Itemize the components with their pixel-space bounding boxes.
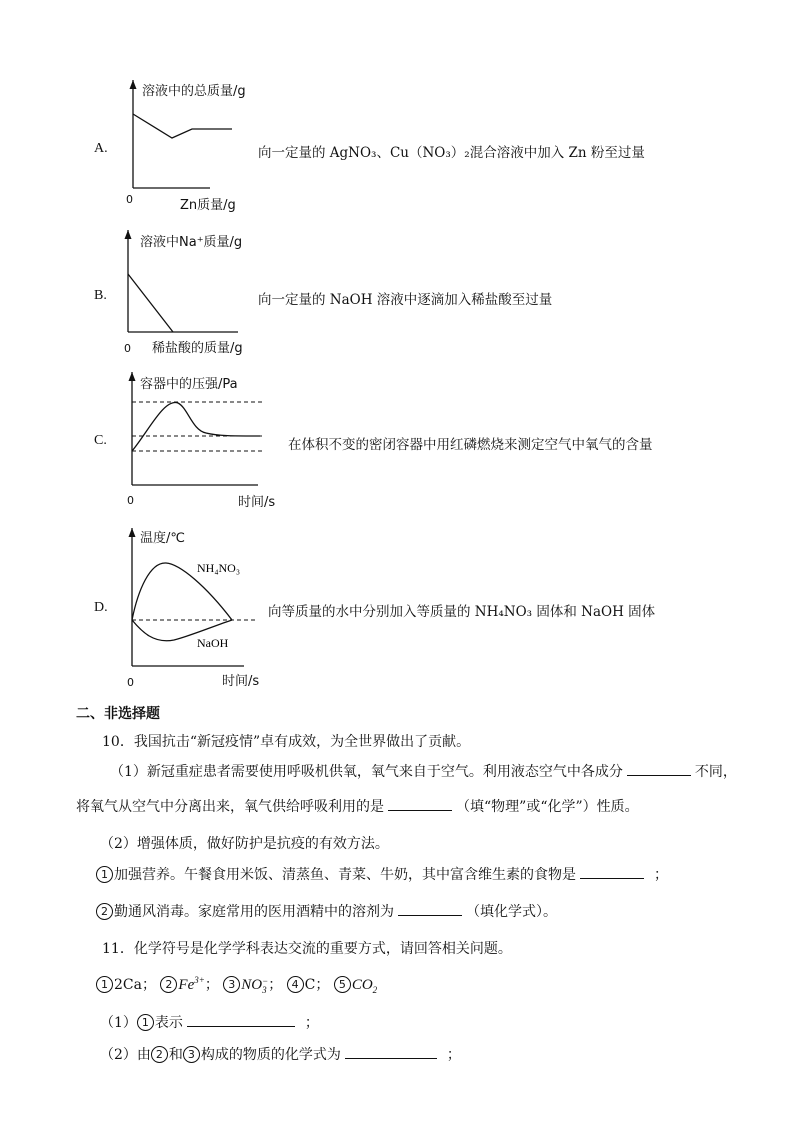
option-b-graph bbox=[118, 228, 268, 363]
option-d-description: 向等质量的水中分别加入等质量的 NH₄NO₃ 固体和 NaOH 固体 bbox=[268, 604, 656, 620]
circled-number: 5 bbox=[334, 976, 351, 993]
option-d-origin: 0 bbox=[127, 676, 134, 689]
q10-blank-4[interactable] bbox=[398, 901, 462, 916]
q11-symbols bbox=[96, 974, 377, 995]
option-d-xlabel: 时间/s bbox=[222, 674, 260, 689]
q10-blank-1[interactable] bbox=[627, 761, 691, 776]
option-d-ylabel: 温度/℃ bbox=[140, 531, 185, 546]
q10-part1-text-a: （1）新冠重症患者需要使用呼吸机供氧，氧气来自于空气。利用液态空气中各成分 bbox=[110, 764, 623, 780]
symbol-4: C； bbox=[304, 977, 330, 993]
option-a-graph bbox=[120, 78, 270, 213]
option-b-letter: B. bbox=[94, 288, 107, 303]
q10-part1-text-b: 不同， bbox=[694, 764, 737, 780]
q10-part1-line2 bbox=[76, 796, 639, 816]
option-d-graph bbox=[118, 526, 278, 691]
option-d-letter: D. bbox=[94, 600, 108, 615]
symbol-separator: ； bbox=[204, 977, 219, 993]
option-d-curve-nh4no3-label: NH₄NO₃ bbox=[197, 561, 241, 575]
q10-part1-text-c: 将氧气从空气中分离出来，氧气供给呼吸利用的是 bbox=[76, 799, 384, 815]
option-c-origin: 0 bbox=[127, 494, 134, 507]
option-c-letter: C. bbox=[94, 433, 107, 448]
symbol-5-co2: $CO_2$ bbox=[351, 977, 378, 995]
option-a-letter: A. bbox=[94, 141, 108, 156]
q11-part1 bbox=[100, 1012, 319, 1032]
q10-sub2 bbox=[96, 901, 557, 921]
option-a-origin: 0 bbox=[126, 193, 133, 206]
symbol-2-fe: $Fe^{3+}$ bbox=[178, 975, 205, 993]
q10-part1-text-d: （填“物理”或“化学”）性质。 bbox=[456, 799, 639, 815]
q10-part1-line1 bbox=[110, 761, 737, 781]
q11-part1-text: 表示 bbox=[154, 1015, 183, 1031]
q11-part2-text: 构成的物质的化学式为 bbox=[200, 1047, 341, 1063]
q10-part2: （2）增强体质，做好防护是抗疫的有效方法。 bbox=[100, 836, 389, 852]
q11-blank-2[interactable] bbox=[345, 1044, 437, 1059]
circled-number: 2 bbox=[160, 976, 177, 993]
circled-number: 1 bbox=[137, 1014, 154, 1031]
option-b-origin: 0 bbox=[124, 342, 131, 355]
q11-blank-1[interactable] bbox=[187, 1012, 295, 1027]
symbol-separator: ； bbox=[268, 977, 283, 993]
q10-blank-2[interactable] bbox=[388, 796, 452, 811]
q11-part1-prefix: （1） bbox=[100, 1015, 137, 1031]
option-d-curve-naoh-label: NaOH bbox=[197, 636, 229, 650]
option-b-ylabel: 溶液中Na⁺质量/g bbox=[140, 235, 243, 250]
circled-number: 4 bbox=[287, 976, 304, 993]
option-c-ylabel: 容器中的压强/Pa bbox=[140, 377, 238, 392]
q10-blank-3[interactable] bbox=[580, 864, 644, 879]
circled-number: 2 bbox=[151, 1046, 168, 1063]
symbol-3-no3: NO − 3 bbox=[241, 975, 269, 995]
q11-part2 bbox=[100, 1044, 461, 1064]
q10-stem: 10．我国抗击“新冠疫情”卓有成效，为全世界做出了贡献。 bbox=[102, 734, 471, 750]
option-c-graph bbox=[118, 370, 288, 510]
option-c-description: 在体积不变的密闭容器中用红磷燃烧来测定空气中氧气的含量 bbox=[288, 437, 653, 453]
q11-part2-prefix: （2）由 bbox=[100, 1047, 151, 1063]
q11-part2-end: ； bbox=[446, 1047, 461, 1063]
circled-number: 3 bbox=[183, 1046, 200, 1063]
q10-sub2-text: 勤通风消毒。家庭常用的医用酒精中的溶剂为 bbox=[114, 904, 394, 920]
q10-sub1 bbox=[96, 864, 668, 884]
q11-stem: 11．化学符号是化学学科表达交流的重要方式，请回答相关问题。 bbox=[102, 941, 512, 957]
option-b-xlabel: 稀盐酸的质量/g bbox=[152, 341, 243, 356]
q10-sub1-end: ； bbox=[654, 867, 668, 883]
circled-number: 1 bbox=[96, 866, 113, 883]
option-a-description: 向一定量的 AgNO₃、Cu（NO₃）₂混合溶液中加入 Zn 粉至过量 bbox=[258, 145, 645, 161]
option-c-xlabel: 时间/s bbox=[238, 495, 276, 510]
option-a-ylabel: 溶液中的总质量/g bbox=[142, 84, 246, 99]
q11-part1-end: ； bbox=[304, 1015, 319, 1031]
circled-number: 3 bbox=[223, 976, 240, 993]
section-title: 二、非选择题 bbox=[76, 706, 160, 722]
q10-sub2-end: （填化学式）。 bbox=[466, 904, 557, 920]
symbol-1: 2Ca； bbox=[114, 977, 156, 993]
circled-number: 1 bbox=[96, 976, 113, 993]
q10-sub1-text: 加强营养。午餐食用米饭、清蒸鱼、青菜、牛奶，其中富含维生素的食物是 bbox=[114, 867, 576, 883]
option-b-description: 向一定量的 NaOH 溶液中逐滴加入稀盐酸至过量 bbox=[258, 292, 553, 308]
circled-number: 2 bbox=[96, 903, 113, 920]
q11-part2-and: 和 bbox=[168, 1047, 183, 1063]
option-a-xlabel: Zn质量/g bbox=[180, 198, 236, 213]
